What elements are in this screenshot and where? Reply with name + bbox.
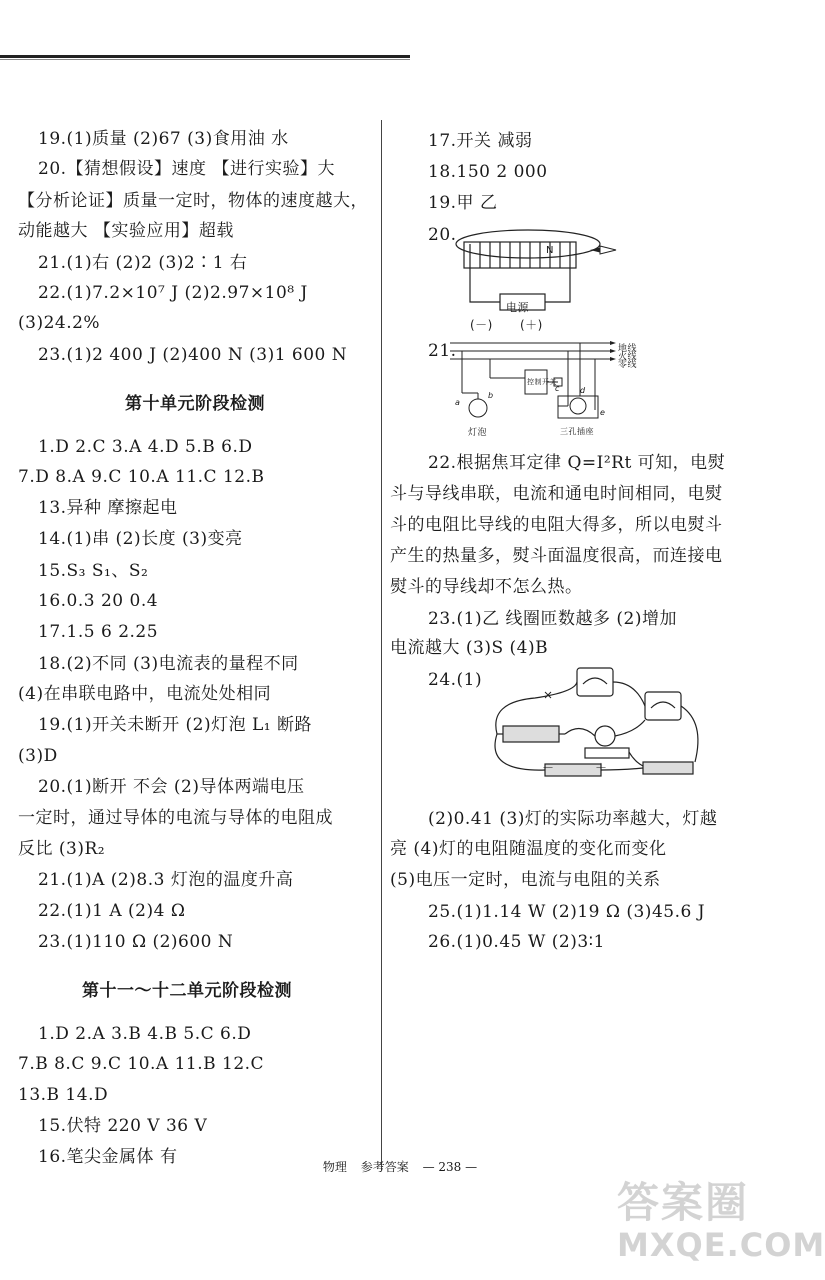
point-label-d: d (580, 386, 586, 395)
answer-line: 26.(1)0.45 W (2)3∶1 (428, 932, 605, 952)
socket-label: 三孔插座 (560, 427, 594, 436)
watermark-logo-text: 答案圈 (617, 1178, 750, 1227)
answer-line: 斗的电阻比导线的电阻大得多，所以电熨斗 (390, 515, 723, 535)
answer-line: 25.(1)1.14 W (2)19 Ω (3)45.6 J (428, 902, 706, 922)
answer-line: 21.(1)右 (2)2 (3)2∶1 右 (38, 253, 248, 273)
answer-line: 23.(1)110 Ω (2)600 N (38, 932, 234, 952)
answer-line: (2)0.41 (3)灯的实际功率越大，灯越 (428, 809, 718, 829)
battery-plus-label: ＋ (595, 761, 608, 775)
point-label-c: c (555, 384, 560, 393)
ground-wire-label: 地线 (618, 344, 638, 354)
answer-line: 22.根据焦耳定律 Q=I²Rt 可知，电熨 (428, 453, 726, 473)
answer-line: 反比 (3)R₂ (18, 839, 106, 859)
point-label-b: b (488, 391, 494, 400)
answer-line: 一定时，通过导体的电流与导体的电阻成 (18, 808, 333, 828)
answer-line: 19.甲 乙 (428, 193, 498, 213)
plus-terminal-label: (＋) (520, 318, 543, 332)
answer-line: 7.B 8.C 9.C 10.A 11.B 12.C (18, 1054, 265, 1074)
footer-section: 参考答案 (360, 1160, 409, 1174)
answer-line: (4)在串联电路中，电流处处相同 (18, 684, 272, 704)
answer-line: 1.D 2.C 3.A 4.D 5.B 6.D (38, 437, 253, 457)
answer-line: 产生的热量多，熨斗面温度很高，而连接电 (390, 546, 723, 566)
power-source-label: 电源 (506, 301, 529, 314)
answer-line: 熨斗的导线却不怎么热。 (390, 577, 583, 597)
answer-line: 【分析论证】质量一定时，物体的速度越大， (18, 191, 368, 211)
answer-line: 22.(1)1 A (2)4 Ω (38, 901, 186, 921)
answer-line: 13.异种 摩擦起电 (38, 498, 178, 518)
answer-line: 15.伏特 220 V 36 V (38, 1116, 208, 1136)
live-wire-label: 火线 (618, 352, 638, 362)
top-rule (0, 55, 410, 58)
answer-line: 23.(1)乙 线圈匝数越多 (2)增加 (428, 609, 678, 629)
answer-line: 斗与导线串联，电流和通电时间相同，电熨 (390, 484, 723, 504)
answer-line: 20.(1)断开 不会 (2)导体两端电压 (38, 777, 305, 797)
answer-line: 18.(2)不同 (3)电流表的量程不同 (38, 654, 299, 674)
answer-line: 1.D 2.A 3.B 4.B 5.C 6.D (38, 1024, 252, 1044)
footer-page-number: — 238 — (422, 1160, 478, 1174)
answer-line: 14.(1)串 (2)长度 (3)变亮 (38, 529, 243, 549)
watermark-url: MXQE.COM (617, 1226, 825, 1264)
answer-line: 24.(1) (428, 670, 483, 690)
answer-line: 17.开关 减弱 (428, 131, 533, 151)
column-divider (381, 120, 382, 1170)
answer-line: 22.(1)7.2×10⁷ J (2)2.97×10⁸ J (38, 283, 308, 303)
answer-line: 20. (428, 225, 457, 245)
answer-line: (5)电压一定时，电流与电阻的关系 (390, 870, 661, 890)
answer-line: 亮 (4)灯的电阻随温度的变化而变化 (390, 839, 667, 859)
control-switch-label: 控制开关 (527, 378, 557, 386)
point-label-a: a (455, 398, 461, 407)
answer-line: 20.【猜想假设】速度 【进行实验】大 (38, 159, 335, 179)
answer-line: 21.(1)A (2)8.3 灯泡的温度升高 (38, 870, 294, 890)
section-heading: 第十单元阶段检测 (125, 394, 265, 414)
answer-line: 23.(1)2 400 J (2)400 N (3)1 600 N (38, 345, 348, 365)
site-watermark (617, 1170, 825, 1270)
point-label-e: e (600, 408, 606, 417)
answer-line: 动能越大 【实验应用】超载 (18, 221, 234, 241)
footer-subject: 物理 (322, 1160, 347, 1174)
answer-line: (3)D (18, 746, 58, 766)
neutral-wire-label: 零线 (618, 360, 638, 370)
answer-line: 电流越大 (3)S (4)B (390, 638, 549, 658)
answer-line: 16.笔尖金属体 有 (38, 1147, 178, 1167)
answer-line: 15.S₃ S₁、S₂ (38, 561, 149, 581)
answer-line: 19.(1)质量 (2)67 (3)食用油 水 (38, 129, 289, 149)
bulb-label: 灯泡 (468, 428, 488, 438)
answer-line: 19.(1)开关未断开 (2)灯泡 L₁ 断路 (38, 715, 313, 735)
answer-line: 16.0.3 20 0.4 (38, 591, 159, 611)
answer-line: (3)24.2% (18, 313, 101, 333)
minus-terminal-label: (－) (470, 318, 493, 332)
answer-line: 7.D 8.A 9.C 10.A 11.C 12.B (18, 467, 265, 487)
answer-line: 21. (428, 341, 457, 361)
answer-line: 13.B 14.D (18, 1085, 109, 1105)
answer-line: 17.1.5 6 2.25 (38, 622, 159, 642)
answer-line: 18.150 2 000 (428, 162, 548, 182)
battery-minus-label: － (542, 761, 555, 775)
page-footer (300, 1158, 500, 1175)
n-pole-label: N (546, 245, 554, 256)
top-rule-thin (0, 59, 410, 60)
section-heading: 第十一～十二单元阶段检测 (82, 981, 292, 1001)
